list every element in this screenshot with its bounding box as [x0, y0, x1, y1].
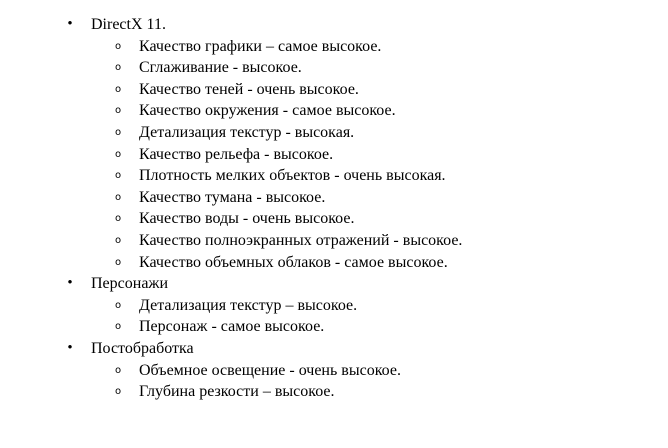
list-item: [0, 252, 668, 274]
list-item: [0, 230, 668, 252]
bullet-circle-icon: o: [114, 256, 122, 268]
section-directx: [0, 14, 668, 273]
bullet-circle-icon: o: [114, 234, 122, 246]
section-title: Персонажи: [91, 275, 169, 293]
sublist: [0, 36, 668, 274]
list-item-text: Качество полноэкранных отражений - высокое.: [139, 231, 463, 249]
list-item: [0, 36, 668, 58]
bullet-circle-icon: o: [114, 105, 122, 117]
list-item-text: Качество графики – самое высокое.: [139, 37, 382, 55]
bullet-circle-icon: o: [114, 213, 122, 225]
list-item: [0, 79, 668, 101]
list-item: [0, 57, 668, 79]
bullet-disc-icon: •: [67, 16, 73, 32]
list-item-text: Качество окружения - самое высокое.: [139, 102, 396, 120]
list-item-text: Плотность мелких объектов - очень высокая.: [139, 167, 446, 185]
list-item: [0, 208, 668, 230]
list-item-text: Объемное освещение - очень высокое.: [139, 361, 401, 379]
bullet-circle-icon: o: [114, 321, 122, 333]
list-item-text: Качество теней - очень высокое.: [139, 80, 359, 98]
list-item-text: Глубина резкости – высокое.: [139, 383, 335, 401]
section-title: DirectX 11.: [91, 16, 166, 33]
bullet-circle-icon: o: [114, 148, 122, 160]
list-item-text: Детализация текстур - высокая.: [139, 123, 355, 141]
section-heading-row: [0, 273, 668, 295]
bullet-circle-icon: o: [114, 40, 122, 52]
list-item: [0, 295, 668, 317]
bullet-circle-icon: o: [114, 83, 122, 95]
bullet-circle-icon: o: [114, 62, 122, 74]
section-title: Постобработка: [91, 339, 194, 357]
section-heading-row: [0, 338, 668, 360]
settings-list: [0, 14, 668, 403]
sublist: [0, 360, 668, 403]
list-item: [0, 187, 668, 209]
list-item-text: Качество воды - очень высокое.: [139, 210, 355, 228]
list-item-text: Качество тумана - высокое.: [139, 188, 326, 206]
bullet-disc-icon: •: [67, 275, 73, 292]
bullet-circle-icon: o: [114, 126, 122, 138]
bullet-circle-icon: o: [114, 170, 122, 182]
list-item: [0, 381, 668, 403]
bullet-circle-icon: o: [114, 386, 122, 398]
document-body: [0, 14, 668, 403]
section-heading-row: [0, 14, 668, 36]
list-item: [0, 165, 668, 187]
bullet-circle-icon: o: [114, 299, 122, 311]
list-item: [0, 100, 668, 122]
bullet-disc-icon: •: [67, 339, 73, 356]
list-item-text: Персонаж - самое высокое.: [139, 318, 325, 336]
section-characters: [0, 273, 668, 338]
list-item: [0, 316, 668, 338]
section-postprocessing: [0, 338, 668, 403]
list-item-text: Сглаживание - высокое.: [139, 59, 302, 77]
list-item: [0, 144, 668, 166]
list-item-text: Качество объемных облаков - самое высокое.: [139, 253, 448, 271]
sublist: [0, 295, 668, 338]
list-item-text: Детализация текстур – высокое.: [139, 296, 358, 314]
list-item-text: Качество рельефа - высокое.: [139, 145, 334, 163]
list-item: [0, 122, 668, 144]
list-item: [0, 360, 668, 382]
bullet-circle-icon: o: [114, 364, 122, 376]
bullet-circle-icon: o: [114, 191, 122, 203]
